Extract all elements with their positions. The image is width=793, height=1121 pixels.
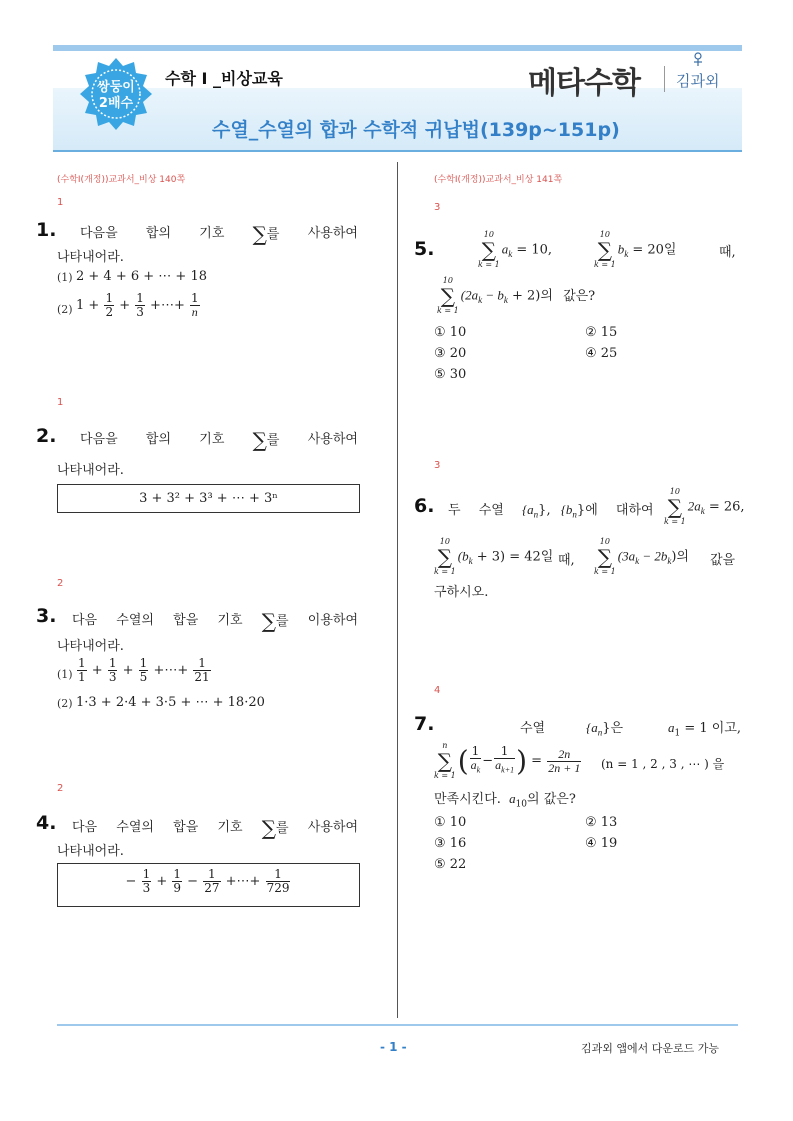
q5-expr: 10 ∑ k = 1 $(2a_k - b_k + 2)$의 값은? [437,276,596,315]
q2-line2: 나타내어라. [57,463,124,478]
q1-line2: 나타내어라. [57,250,124,265]
sigma-symbol: ∑ [252,222,267,246]
q1-part1-expr: 2 + 4 + 6 + ⋯ + 18 [76,269,207,284]
q2-word: 합의 [145,432,172,447]
q3-number: 3. [36,605,57,627]
q7-choice-5[interactable]: ⑤ 22 [434,857,467,872]
sigma-symbol: 10 ∑ k = 1 [478,230,500,269]
q2-word: 다음을 [80,432,118,447]
q6-line3: 구하시오. [434,585,489,600]
q7-word: 수열 [520,721,546,736]
sigma-symbol: ∑ [261,816,277,840]
q1-word: 합의 [145,226,172,241]
fraction: $\frac{1}{n}$ [190,291,199,319]
q6-sum-3: 10 ∑ k = 1 $(3a_k - 2b_k)$의 [594,537,689,576]
q1-word: 다음을 [80,226,118,241]
q7-level: 4 [434,685,441,696]
q3-line1 [72,609,358,633]
q7-choice-3[interactable]: ③ 16 [434,836,467,851]
brand-divider [664,66,665,92]
q7-equation: n ∑ k = 1 ( $\frac{1}{a_k}$ − $\frac{1}{a_{k+1}}$ ) = $\frac{2n}{2n + 1}$ [434,741,581,780]
q6-word: 값을 [710,553,736,568]
fraction: $\frac{1}{5}$ [139,656,148,684]
q7-seq: $\{a_n\}$은 [586,720,624,738]
q6-line1: 두 수열 $\{a_n\}$, $\{b_n\}$에 대하여 [448,502,654,520]
sigma-symbol: 10 ∑ k = 1 [594,537,616,576]
q3-word: 수열의 [116,613,154,628]
brand-sub-label: 김과외 [676,72,720,90]
q4-word: 기호 [217,820,243,835]
sigma-symbol: ∑ [261,609,277,633]
q6-sum-1: 10 ∑ k = 1 $2a_k = 26$, [664,487,745,526]
q3-word: 다음 [72,613,98,628]
q6-number: 6. [414,495,435,517]
q4-word: 다음 [72,820,98,835]
footer-line [57,1024,738,1026]
q3-sigma-word: ∑를 [261,609,289,633]
q1-word: 기호 [199,226,225,241]
q4-box [57,863,360,907]
badge-label [76,80,156,112]
sigma-symbol: 10 ∑ k = 1 [434,537,456,576]
sigma-symbol: 10 ∑ k = 1 [664,487,686,526]
column-divider [397,162,398,1018]
footer-note: 김과외 앱에서 다운로드 가능 [581,1042,720,1055]
q4-sigma-word: ∑를 [261,816,289,840]
subject-label: 수학 I _비상교육 [165,69,283,88]
fraction: $\frac{1}{a_{k+1}}$ [495,744,515,775]
q1-part2-label: (2) [57,303,73,316]
fraction: $\frac{1}{729}$ [266,867,290,895]
q5-ask: 값은? [563,288,596,304]
source-left: (수학I(개정))교과서_비상 140쪽 [57,175,186,185]
q1-part2-expr: 1 + $\frac{1}{2}$ + $\frac{1}{3}$ +⋯+ $\frac{1}{n}$ [76,291,199,319]
q5-choice-4[interactable]: ④ 25 [585,346,618,361]
q4-word: 사용하여 [307,820,358,835]
source-right: (수학I(개정))교과서_비상 141쪽 [434,175,563,185]
q1-line1 [80,222,358,246]
q7-range: (n = 1 , 2 , 3 , ⋯ ) 을 [601,757,725,771]
q1-lead: 1 + [76,298,100,313]
q1-word: 사용하여 [307,226,358,241]
q4-word: 합을 [173,820,199,835]
fraction: $\frac{1}{21}$ [194,656,210,684]
q7-choice-2[interactable]: ② 13 [585,815,618,830]
q5-when: 때, [719,245,736,260]
q5-choice-5[interactable]: ⑤ 30 [434,367,467,382]
fraction: $\frac{1}{9}$ [173,867,182,895]
fraction: $\frac{1}{3}$ [142,867,151,895]
fraction: $\frac{1}{3}$ [136,291,144,319]
q4-box-expr: − $\frac{1}{3}$ + $\frac{1}{9}$ − $\frac{1}{27}$ +⋯+ $\frac{1}{729}$ [125,867,290,895]
fraction: $\frac{1}{3}$ [108,656,117,684]
q5-choice-2[interactable]: ② 15 [585,325,618,340]
q6-sum-2: 10 ∑ k = 1 $(b_k + 3) = 42$일 [434,537,554,576]
q4-line2: 나타내어라. [57,844,124,859]
q7-choice-4[interactable]: ④ 19 [585,836,618,851]
sigma-symbol: ∑ [252,428,267,452]
q3-word: 이용하여 [307,613,358,628]
q5-choice-3[interactable]: ③ 20 [434,346,467,361]
person-icon [693,52,703,70]
q3-part1-expr: $\frac{1}{1}$ + $\frac{1}{3}$ + $\frac{1}{5}$ +⋯+ $\frac{1}{21}$ [78,656,210,684]
q2-sigma-word: ∑를 [252,428,280,452]
brand-logo-text: 메타수학 [528,66,640,101]
q7-cond: $a_1 = 1$ 이고, [668,720,742,739]
page-number: - 1 - [380,1040,407,1054]
q4-number: 4. [36,812,57,834]
q3-part2-label: (2) [57,697,73,710]
fraction: $\frac{2n}{2n + 1}$ [548,746,581,775]
q6-level: 3 [434,460,441,471]
q1-sigma-word: ∑를 [252,222,280,246]
q6-when: 때, [558,553,575,568]
q2-box-expr: 3 + 3² + 3³ + ⋯ + 3ⁿ [139,491,278,506]
q5-level: 3 [434,202,441,213]
fraction: $\frac{1}{2}$ [105,291,114,319]
q2-box [57,484,360,513]
sigma-symbol: 10 ∑ k = 1 [594,230,616,269]
q5-sum-a: 10 ∑ k = 1 $a_k = 10$, [478,230,553,269]
q2-word: 사용하여 [307,432,358,447]
q2-line1 [80,428,358,452]
page-title: 수열_수열의 합과 수학적 귀납법(139p~151p) [212,119,620,141]
q5-choice-1[interactable]: ① 10 [434,325,467,340]
q5-sum-b: 10 ∑ k = 1 $b_k = 20$일 [594,230,677,269]
q2-word: 기호 [199,432,225,447]
q3-part1-label: (1) [57,668,73,681]
q3-word: 기호 [217,613,243,628]
sigma-symbol: n ∑ k = 1 [434,741,456,780]
fraction: $\frac{1}{a_k}$ [470,744,481,775]
q4-word: 수열의 [116,820,154,835]
q2-number: 2. [36,425,57,447]
q1-level: 1 [57,197,64,208]
q3-word: 합을 [173,613,199,628]
fraction: $\frac{1}{1}$ [78,656,86,684]
q3-part2-expr: 1·3 + 2·4 + 3·5 + ⋯ + 18·20 [76,695,265,710]
q5-number: 5. [414,238,435,260]
q3-line2: 나타내어라. [57,639,124,654]
sigma-symbol: 10 ∑ k = 1 [437,276,459,315]
header-top-bar [53,45,742,51]
q3-level: 2 [57,578,64,589]
q4-level: 2 [57,783,64,794]
fraction: $\frac{1}{27}$ [204,867,220,895]
q2-level: 1 [57,397,64,408]
badge-line: 쌍둥이 2배수 [97,80,135,111]
q7-number: 7. [414,713,435,735]
q1-part1-label: (1) [57,271,73,284]
q7-choice-1[interactable]: ① 10 [434,815,467,830]
q1-number: 1. [36,219,57,241]
q7-line3: 만족시킨다. $a_{10}$의 값은? [434,791,576,810]
q4-line1 [72,816,358,840]
